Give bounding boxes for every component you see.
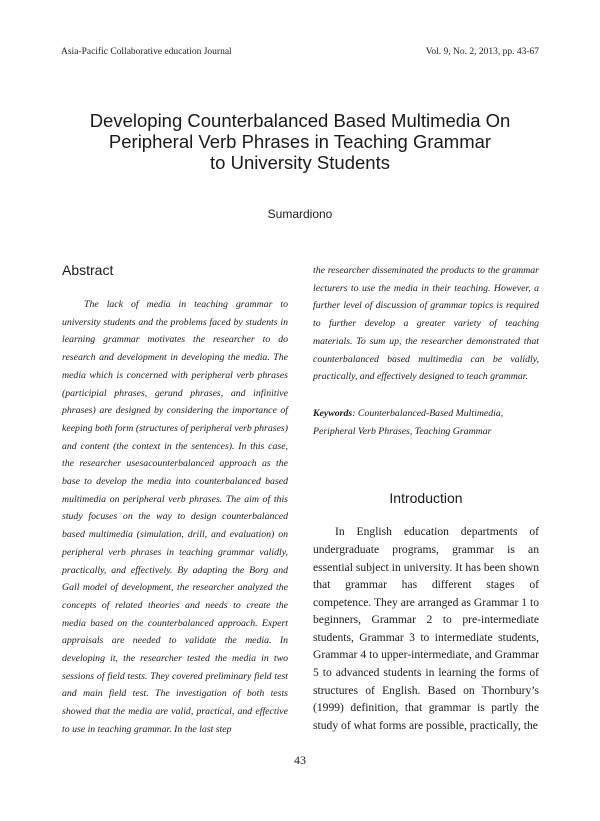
abstract-heading: Abstract <box>62 262 114 278</box>
issue-info: Vol. 9, No. 2, 2013, pp. 43-67 <box>425 47 539 57</box>
keywords-label: Keywords <box>313 407 353 419</box>
left-column <box>62 262 288 739</box>
keywords-text: : Counterbalanced-Based Multimedia, Peripheral Verb Phrases, Teaching Grammar <box>313 407 504 437</box>
abstract-body: The lack of media in teaching grammar to university students and the problems faced by students in learning grammar motivates the researcher to do research and development in developing the media. The media which is concerned with peripheral verb phrases (participial phrases, gerund phrases, and infinitive phrases) are designed by considering the importance of keeping both form (structures of peripheral verb phrases) and content (the context in the sentences). In this case, the researcher usesacounterbalanced approach as the base to develop the media into counterbalanced based multimedia on peripheral verb phrases. The aim of this study focuses on the way to design counterbalanced based multimedia (simulation, drill, and evaluation) on peripheral verb phrases in teaching grammar validly, practically, and effectively. By adapting the Borg and Gall model of development, the researcher analyzed the concepts of related theories and needs to create the media based on the counterbalanced approach. Expert appraisals are needed to validate the media. In developing it, the researcher tested the media in two sessions of field tests. They covered preliminary field test and main field test. The investigation of both tests showed that the media are valid, practical, and effective to use in teaching grammar. In the last step <box>62 299 288 735</box>
journal-name: Asia-Pacific Collaborative education Journal <box>61 47 232 57</box>
introduction-heading: Introduction <box>389 490 463 507</box>
introduction-body: In English education departments of undergraduate programs, grammar is an essential subject in university. It has been shown that grammar has different stages of competence. They are arranged as Grammar 1 to beginners, Grammar 2 to pre-intermediate students, Grammar 3 to intermediate students, Grammar 4 to upper-intermediate, and Grammar 5 to advanced students in learning the forms of structures of English. Based on Thornbury’s (1999) definition, that grammar is partly the study of what forms are possible, practically, the <box>313 525 539 732</box>
author-name: Sumardiono <box>267 207 333 221</box>
title-line: Developing Counterbalanced Based Multimedia On <box>89 110 511 131</box>
abstract-body-continued: the researcher disseminated the products to the grammar lecturers to use the media in their teaching. However, a further level of discussion of grammar topics is required to further develop a greater variety of teaching materials. To sum up, the researcher demonstrated that counterbalanced based multimedia can be validly, practically, and effectively designed to teach grammar. <box>313 265 539 383</box>
title-line: to University Students <box>210 152 390 173</box>
keywords <box>313 405 539 440</box>
paper-title <box>40 110 560 173</box>
page-number: 43 <box>294 753 306 767</box>
title-line: Peripheral Verb Phrases in Teaching Grammar <box>108 131 492 152</box>
right-column <box>313 262 539 734</box>
